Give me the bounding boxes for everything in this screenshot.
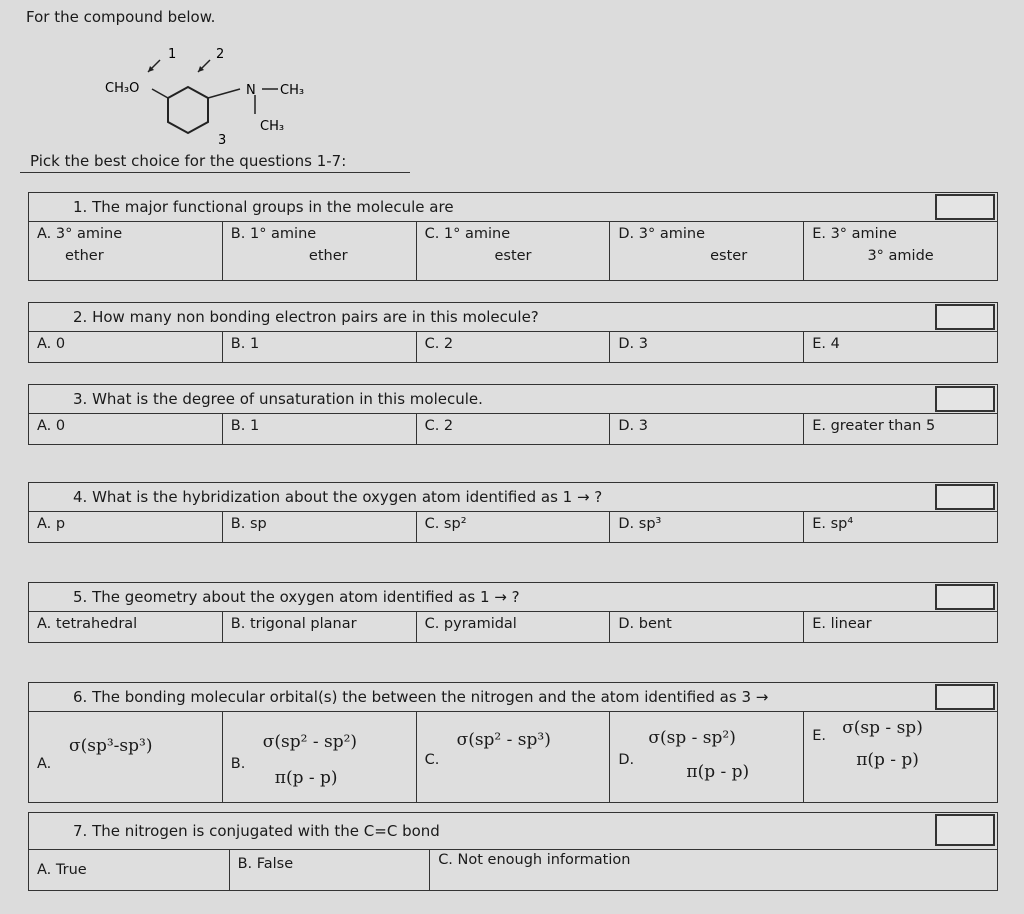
question-7-text: 7. The nitrogen is conjugated with the C=C bond	[73, 822, 440, 840]
q4-option-d[interactable]: D. sp³	[610, 512, 804, 542]
q4-option-b[interactable]: B. sp	[223, 512, 417, 542]
question-2-text: 2. How many non bonding electron pairs are in this molecule?	[73, 308, 539, 326]
pointer-1-label: 1	[168, 47, 177, 62]
n-methyl-down: CH₃	[260, 119, 285, 134]
q3-option-e[interactable]: E. greater than 5	[812, 418, 936, 434]
q2-option-c[interactable]: C. 2	[417, 332, 611, 362]
question-5-text: 5. The geometry about the oxygen atom identified as 1 → ?	[73, 588, 520, 606]
q1-option-c[interactable]: C. 1° amine ester	[417, 222, 611, 280]
q3-option-c[interactable]: C. 2	[417, 414, 611, 444]
question-3-text: 3. What is the degree of unsaturation in this molecule.	[73, 390, 483, 408]
answer-box-1[interactable]	[935, 194, 995, 220]
q4-option-e[interactable]: E. sp⁴	[812, 516, 854, 532]
instructions: Pick the best choice for the questions 1-7:	[30, 152, 347, 170]
q7-option-a[interactable]: A. True	[29, 850, 230, 890]
question-3	[28, 384, 998, 445]
q1-option-b[interactable]: B. 1° amine ether	[223, 222, 417, 280]
question-6	[28, 682, 998, 803]
q4-option-a[interactable]: A. p	[29, 512, 223, 542]
answer-box-2[interactable]	[935, 304, 995, 330]
answer-box-4[interactable]	[935, 484, 995, 510]
q6-option-c[interactable]: C. σ(sp² - sp³)	[417, 712, 611, 802]
question-1	[28, 192, 998, 281]
q7-option-c[interactable]: C. Not enough information	[438, 852, 631, 868]
molecule-structure	[100, 42, 340, 152]
question-6-text: 6. The bonding molecular orbital(s) the between the nitrogen and the atom identified as 3 →	[73, 688, 769, 706]
q1-option-e[interactable]: E. 3° amine 3° amide	[812, 226, 934, 264]
q3-option-d[interactable]: D. 3	[610, 414, 804, 444]
intro-text: For the compound below.	[26, 8, 216, 26]
q6-option-a[interactable]: A. σ(sp³-sp³)	[29, 712, 223, 802]
q3-option-b[interactable]: B. 1	[223, 414, 417, 444]
q6-option-b[interactable]: B. σ(sp² - sp²) π(p - p)	[223, 712, 417, 802]
q3-option-a[interactable]: A. 0	[29, 414, 223, 444]
question-4-text: 4. What is the hybridization about the oxygen atom identified as 1 → ?	[73, 488, 603, 506]
q5-option-a[interactable]: A. tetrahedral	[29, 612, 223, 642]
n-methyl-right: CH₃	[280, 83, 305, 98]
pointer-3-label: 3	[218, 133, 227, 148]
answer-box-5[interactable]	[935, 584, 995, 610]
nitrogen-label: N	[246, 83, 256, 98]
question-1-text: 1. The major functional groups in the molecule are	[73, 198, 454, 216]
instructions-underline	[20, 172, 410, 173]
q2-option-b[interactable]: B. 1	[223, 332, 417, 362]
q1-option-d[interactable]: D. 3° amine ester	[610, 222, 804, 280]
q5-option-c[interactable]: C. pyramidal	[417, 612, 611, 642]
methoxy-label: CH₃O	[105, 81, 140, 96]
answer-box-6[interactable]	[935, 684, 995, 710]
q4-option-c[interactable]: C. sp²	[417, 512, 611, 542]
q6-option-e[interactable]: E. σ(sp - sp) π(p - p)	[812, 718, 923, 770]
question-5	[28, 582, 998, 643]
q6-option-d[interactable]: D. σ(sp - sp²) π(p - p)	[610, 712, 804, 802]
question-7	[28, 812, 998, 891]
q1-option-a[interactable]: A. 3° amine ether	[29, 222, 223, 280]
q5-option-d[interactable]: D. bent	[610, 612, 804, 642]
q2-option-d[interactable]: D. 3	[610, 332, 804, 362]
question-4	[28, 482, 998, 543]
q5-option-b[interactable]: B. trigonal planar	[223, 612, 417, 642]
q2-option-e[interactable]: E. 4	[812, 336, 840, 352]
answer-box-3[interactable]	[935, 386, 995, 412]
q2-option-a[interactable]: A. 0	[29, 332, 223, 362]
q5-option-e[interactable]: E. linear	[812, 616, 872, 632]
pointer-2-label: 2	[216, 47, 225, 62]
q7-option-b[interactable]: B. False	[230, 850, 431, 890]
question-2	[28, 302, 998, 363]
answer-box-7[interactable]	[935, 814, 995, 846]
